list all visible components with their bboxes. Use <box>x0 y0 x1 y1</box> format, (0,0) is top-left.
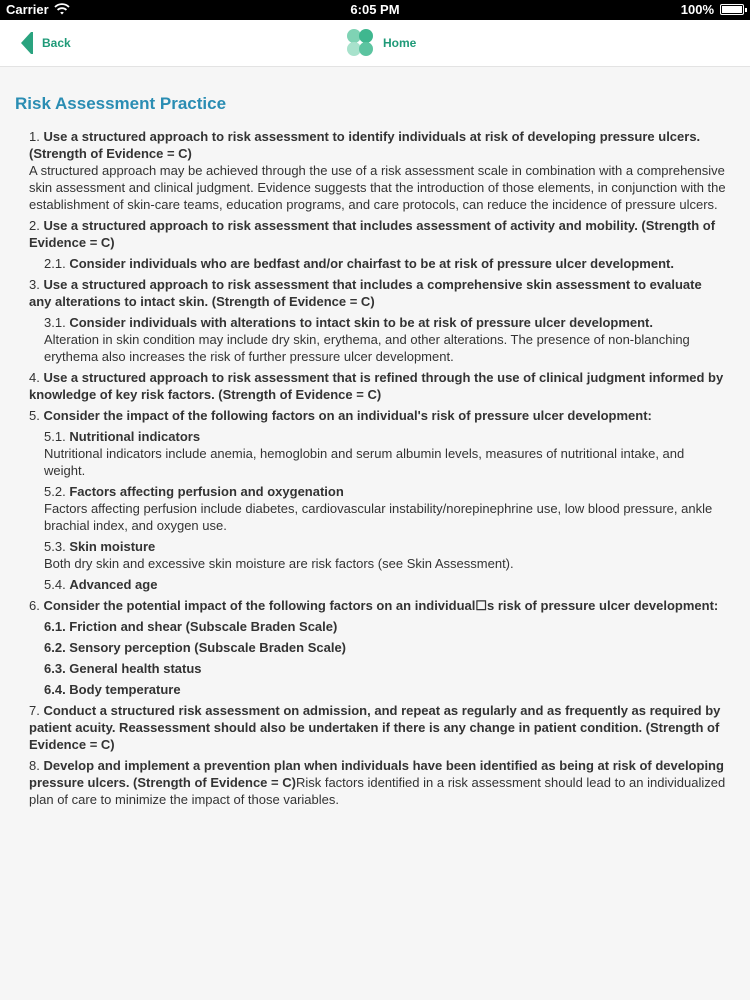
list-item: 5.1. Nutritional indicators Nutritional indicators include anemia, hemoglobin and serum albumin levels, measures of nutritional intake, and weight. <box>44 429 685 478</box>
status-bar <box>0 0 750 20</box>
list-item: 5.2. Factors affecting perfusion and oxygenation Factors affecting perfusion include diabetes, cardiovascular instability/norepinephrine use, low blood pressure, ankle brachial index, and oxygen use. <box>44 484 713 533</box>
back-label: Back <box>42 36 71 50</box>
battery-icon <box>720 4 744 15</box>
list-item: 3.1. Consider individuals with alterations to intact skin to be at risk of pressure ulcer development. Alteration in skin condition may include dry skin, erythema, and other alterations. The presence of non-blanching erythema also increases the risk of further pressure ulcer development. <box>44 315 690 364</box>
list-item: 6.1. Friction and shear (Subscale Braden Scale) <box>44 619 338 634</box>
home-button[interactable] <box>343 26 416 60</box>
list-item: 8. Develop and implement a prevention plan when individuals have been identified as being at risk of developing pressure ulcers. (Strength of Evidence = C)Risk factors identified in a risk assessment should lead to an individualized plan of care to minimize the impact of those variables. <box>29 758 726 807</box>
back-button[interactable] <box>18 30 71 56</box>
list-item: 1. Use a structured approach to risk assessment to identify individuals at risk of developing pressure ulcers. (Strength of Evidence = C) A structured approach may be achieved through the use of a risk assessment scale in combination with a comprehensive skin assessment and clinical judgment. Evidence suggests that the introduction of those elements, in conjunction with the establishment of skin-care teams, education programs, and care protocols, can reduce the incidence of pressure ulcers. <box>29 129 726 212</box>
list-item: 2. Use a structured approach to risk assessment that includes assessment of activity and mobility. (Strength of Evidence = C) <box>29 218 716 250</box>
back-arrow-icon <box>18 30 36 56</box>
list-item: 6. Consider the potential impact of the following factors on an individual☐s risk of pressure ulcer development: <box>29 598 719 613</box>
list-item: 4. Use a structured approach to risk assessment that is refined through the use of clinical judgment informed by knowledge of key risk factors. (Strength of Evidence = C) <box>29 370 724 402</box>
list-item: 3. Use a structured approach to risk assessment that includes a comprehensive skin assessment to evaluate any alterations to intact skin. (Strength of Evidence = C) <box>29 277 702 309</box>
list-item: 5. Consider the impact of the following factors on an individual's risk of pressure ulcer development: <box>29 408 652 423</box>
list-item: 5.3. Skin moisture Both dry skin and excessive skin moisture are risk factors (see Skin Assessment). <box>44 539 514 571</box>
battery-percent: 100% <box>680 2 714 17</box>
list-item: 6.3. General health status <box>44 661 202 676</box>
home-logo-icon <box>343 26 377 60</box>
home-label: Home <box>383 36 417 50</box>
carrier-label: Carrier <box>6 2 49 17</box>
clock: 6:05 PM <box>350 2 400 17</box>
list-item: 6.4. Body temperature <box>44 682 181 697</box>
list-item: 6.2. Sensory perception (Subscale Braden Scale) <box>44 640 347 655</box>
content-area <box>14 94 726 812</box>
list-item: 5.4. Advanced age <box>44 577 158 592</box>
list-item: 2.1. Consider individuals who are bedfast and/or chairfast to be at risk of pressure ulcer development. <box>44 256 674 271</box>
list-item: 7. Conduct a structured risk assessment on admission, and repeat as regularly and as frequently as required by patient acuity. Reassessment should also be undertaken if there is any change in patient condition. (Strength of Evidence = C) <box>29 703 721 752</box>
page-title: Risk Assessment Practice <box>15 94 227 113</box>
nav-bar <box>0 20 750 67</box>
